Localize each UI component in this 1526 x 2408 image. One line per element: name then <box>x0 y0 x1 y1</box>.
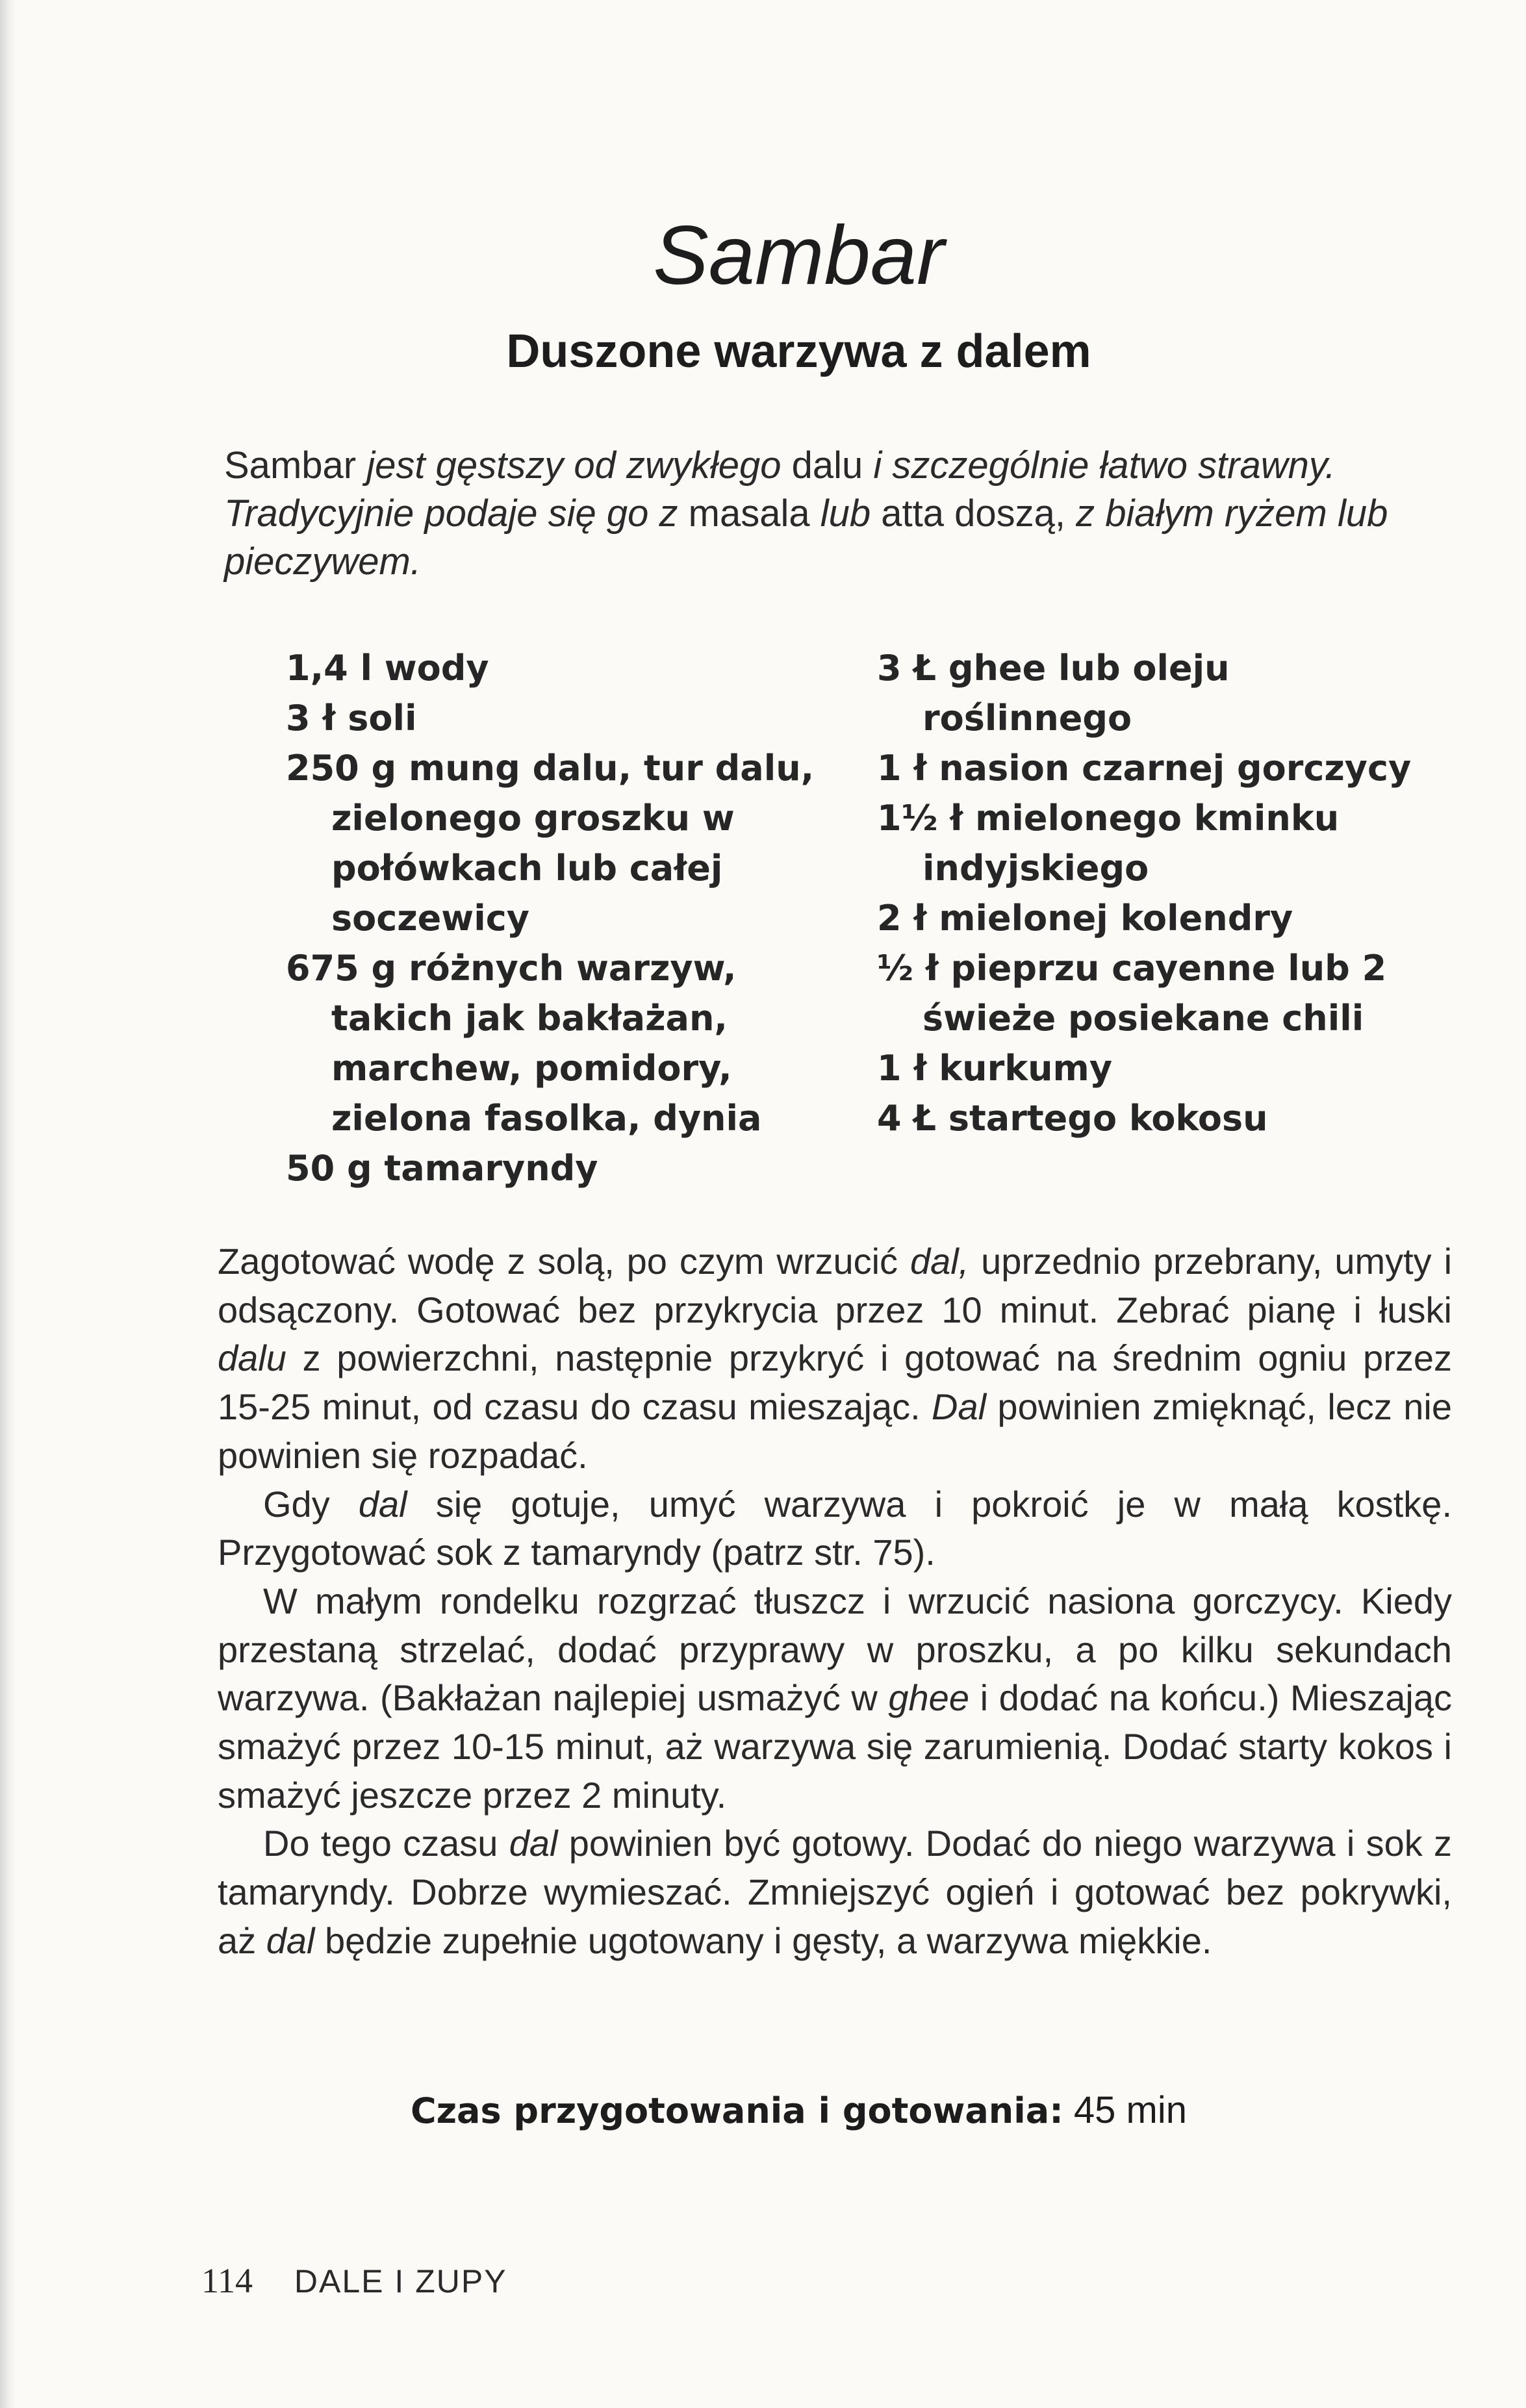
method-text-italic: dal, <box>909 1241 969 1282</box>
ingredient-item: 3 Ł ghee lub oleju roślinnego <box>877 648 1230 739</box>
intro-text: atta doszą, <box>881 492 1066 535</box>
ingredient-item: 3 ł soli <box>286 698 417 739</box>
method-paragraph <box>218 1237 1452 1480</box>
method-text: powinien być gotowy. Dodać do niego warzywa i sok z tamaryndy. Dobrze wymieszać. Zmniejszyć ogień i gotować bez pokrywki, aż <box>218 1823 1453 1961</box>
method-text: z powierzchni, następnie przykryć i gotować na średnim ogniu przez 15-25 minut, od czasu do czasu mieszając. <box>218 1337 1452 1428</box>
ingredient-item: ½ ł pieprzu cayenne lub 2 świeże posiekane chili <box>877 948 1387 1039</box>
method-text: powinien zmięknąć, lecz nie powinien się rozpadać. <box>218 1386 1453 1476</box>
method-paragraph <box>218 1480 1452 1577</box>
ingredient-item: 1 ł kurkumy <box>877 1048 1113 1089</box>
ingredient-item: 2 ł mielonej kolendry <box>877 898 1293 939</box>
page-footer <box>201 2261 507 2301</box>
ingredient-item: 675 g różnych warzyw, takich jak bakłażan, marchew, pomidory, zielona fasolka, dynia <box>286 948 762 1139</box>
method-text: będzie zupełnie ugotowany i gęsty, a warzywa miękkie. <box>314 1920 1212 1961</box>
method-text-italic: dal <box>266 1920 315 1961</box>
method-text: i dodać na końcu.) Mieszając smażyć przez 10-15 minut, aż warzywa się zarumienią. Dodać starty kokos i smażyć jeszcze przez 2 minuty. <box>218 1677 1452 1816</box>
page-number: 114 <box>201 2261 253 2300</box>
ingredient-item: 1½ ł mielonego kminku indyjskiego <box>877 798 1340 889</box>
method-text: W małym rondelku rozgrzać tłuszcz i wrzucić nasiona gorczycy. Kiedy przestaną strzelać, dodać przyprawy w proszku, a po kilku sekundach warzywa. (Bakłażan najlepiej usmażyć w <box>218 1580 1452 1719</box>
intro-paragraph <box>224 442 1465 586</box>
ingredient-item: 250 g mung dalu, tur dalu, zielonego groszku w połówkach lub całej soczewicy <box>286 748 815 939</box>
method-text: Gdy <box>263 1483 359 1525</box>
ingredient-item: 1,4 l wody <box>286 648 489 689</box>
intro-text: Sambar <box>224 444 357 487</box>
method-paragraph <box>218 1577 1452 1820</box>
method-text: Zagotować wodę z solą, po czym wrzucić <box>218 1241 910 1282</box>
method-text: się gotuje, umyć warzywa i pokroić je w małą kostkę. Przygotować sok z tamaryndy (patrz str. 75). <box>218 1483 1453 1573</box>
method-text: Do tego czasu <box>263 1823 509 1864</box>
method-text-italic: ghee <box>888 1677 969 1719</box>
intro-text: lub <box>809 492 882 535</box>
method-text-italic: dal <box>509 1823 558 1864</box>
intro-text: masala <box>688 492 810 535</box>
ingredients-left-column <box>286 643 858 1193</box>
method-text: uprzednio przebrany, umyty i odsączony. Gotować bez przykrycia przez 10 minut. Zebrać pianę i łuski <box>218 1241 1453 1330</box>
section-name: DALE I ZUPY <box>294 2263 507 2300</box>
intro-text: dalu <box>791 444 863 487</box>
recipe-title: Sambar <box>653 209 945 302</box>
preparation-time-label: Czas przygotowania i gotowania: <box>410 2090 1063 2131</box>
recipe-subtitle: Duszone warzywa z dalem <box>506 325 1091 377</box>
method-text-italic: Dal <box>932 1386 987 1428</box>
intro-text: jest gęstszy od zwykłego <box>356 444 792 487</box>
method-text-italic: dalu <box>218 1337 286 1379</box>
method-section <box>218 1237 1452 1966</box>
intro-text: z białym ryżem lub pieczywem. <box>224 492 1388 583</box>
ingredients-right-column <box>877 643 1449 1143</box>
preparation-time <box>0 2088 1526 2132</box>
preparation-time-value: 45 min <box>1073 2089 1188 2131</box>
intro-text: i szczególnie łatwo strawny. Tradycyjnie podaje się go z <box>224 444 1336 535</box>
ingredient-item: 50 g tamaryndy <box>286 1148 598 1189</box>
method-paragraph <box>218 1819 1452 1965</box>
ingredient-item: 4 Ł startego kokosu <box>877 1098 1268 1139</box>
ingredient-item: 1 ł nasion czarnej gorczycy <box>877 748 1412 789</box>
method-text-italic: dal <box>358 1483 407 1525</box>
